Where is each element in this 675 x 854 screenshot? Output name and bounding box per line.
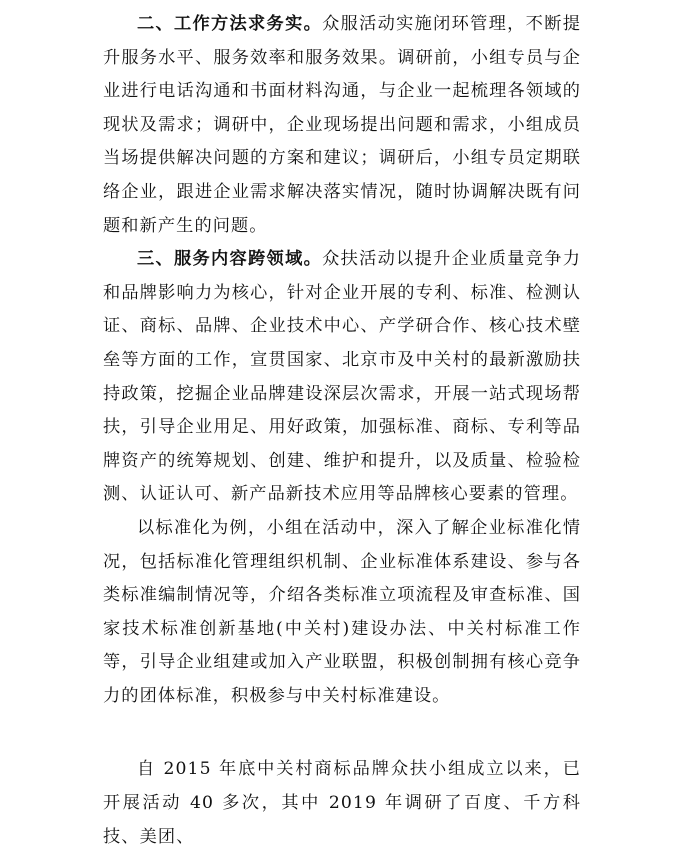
paragraph-body-work-method: 众服活动实施闭环管理，不断提升服务水平、服务效率和服务效果。调研前，小组专员与企业进行电话沟通和书面材料沟通，与企业一起梳理各领域的现状及需求；调研中，企业现场提出问题和需求，小组成员当场提供解决问题的方案和建议；调研后，小组专员定期联络企业，跟进企业需求解决落实情况，随时协调解决既有问题和新产生的问题。 [103,14,581,236]
paragraph-work-method [103,0,581,243]
document-page [103,0,581,854]
paragraph-body-standardization: 以标准化为例，小组在活动中，深入了解企业标准化情况，包括标准化管理组织机制、企业标准体系建设、参与各类标准编制情况等，介绍各类标准立项流程及审查标准、国家技术标准创新基地(中关村)建设办法、中关村标准工作等，引导企业组建或加入产业联盟，积极创制拥有核心竞争力的团体标准，积极参与中关村标准建设。 [103,517,581,706]
paragraph-body-since-2015: 自 2015 年底中关村商标品牌众扶小组成立以来，已开展活动 40 多次，其中 2019 年调研了百度、千方科技、美团、 [103,759,581,847]
paragraph-body-service-content: 众扶活动以提升企业质量竞争力和品牌影响力为核心，针对企业开展的专利、标准、检测认证、商标、品牌、企业技术中心、产学研合作、核心技术壁垒等方面的工作，宣贯国家、北京市及中关村的最新激励扶持政策，挖掘企业品牌建设深层次需求，开展一站式现场帮扶，引导企业用足、用好政策，加强标准、商标、专利等品牌资产的统筹规划、创建、维护和提升，以及质量、检验检测、认证认可、新产品新技术应用等品牌核心要素的管理。 [103,249,581,505]
paragraph-standardization-example [103,512,581,714]
paragraph-service-content [103,243,581,512]
section-heading-work-method: 二、工作方法求务实。 [137,14,323,34]
section-heading-service-content: 三、服务内容跨领域。 [137,249,323,270]
paragraph-since-2015 [103,753,581,854]
